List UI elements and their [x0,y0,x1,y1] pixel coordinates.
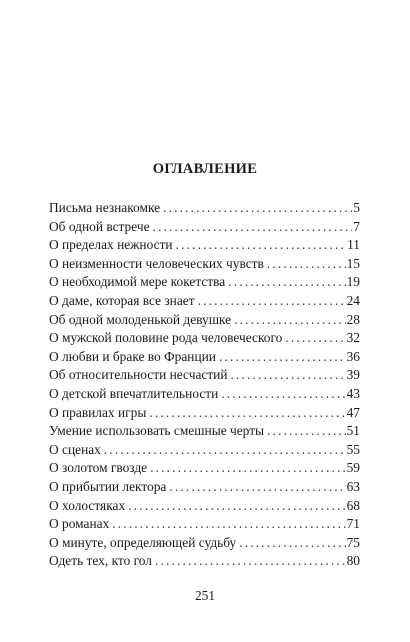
toc-entry [49,385,360,404]
toc-dot-leader [239,534,345,553]
toc-entry [49,366,360,385]
toc-dot-leader [169,478,345,497]
toc-entry-title: О пределах нежности [49,237,173,253]
toc-entry-page: 11 [347,237,360,253]
toc-entry [49,497,360,516]
toc-entry [49,236,360,255]
toc-entry-page: 7 [353,218,360,234]
toc-heading: ОГЛАВЛЕНИЕ [152,161,258,177]
toc-entry-page: 71 [346,516,360,532]
toc-entry-title: О необходимой мере кокетства [49,274,226,290]
table-of-contents [49,199,360,571]
toc-entry-title: О даме, которая все знает [49,292,195,308]
toc-dot-leader [219,348,346,367]
toc-entry-page: 5 [353,200,360,215]
toc-entry-page: 51 [346,423,360,439]
toc-entry-title: О прибытии лектора [49,478,167,494]
toc-dot-leader [128,497,345,516]
toc-entry [49,255,360,274]
toc-entry [49,404,360,423]
toc-entry [49,292,360,311]
page-number: 251 [194,588,216,603]
toc-entry-page: 32 [346,330,360,346]
toc-entry [49,534,360,553]
toc-entry-title: О холостяках [49,497,126,513]
toc-entry [49,273,360,292]
toc-entry [49,478,360,497]
toc-entry-page: 43 [346,385,360,401]
toc-dot-leader [234,311,345,330]
toc-entry-page: 63 [346,478,360,494]
toc-dot-leader [176,236,347,255]
toc-entry [49,218,360,237]
toc-entry [49,348,360,367]
toc-entry-page: 80 [346,553,360,569]
toc-entry-title: О любви и браке во Франции [49,348,216,364]
toc-entry-page: 47 [346,404,360,420]
toc-entry-title: Письма незнакомке [49,200,161,215]
toc-entry [49,515,360,534]
toc-dot-leader [112,515,345,534]
toc-entry-title: Об одной молоденькой девушке [49,311,232,327]
toc-entry-title: Об относительности несчастий [49,367,228,383]
toc-entry-page: 15 [346,255,360,271]
toc-entry [49,311,360,330]
toc-entry-title: Умение использовать смешные черты [49,423,265,439]
toc-entry [49,552,360,571]
toc-entry-title: О романах [49,516,110,532]
toc-entry [49,329,360,348]
toc-entry [49,422,360,441]
toc-entry-title: О правилах игры [49,404,147,420]
toc-dot-leader [267,422,346,441]
toc-dot-leader [149,404,345,423]
toc-entry-page: 19 [346,274,360,290]
toc-entry-title: Об одной встрече [49,218,150,234]
toc-entry-title: Одеть тех, кто гол [49,553,152,569]
toc-entry-page: 28 [346,311,360,327]
toc-dot-leader [104,441,346,460]
toc-dot-leader [153,218,353,237]
toc-entry-title: О неизменности человеческих чувств [49,255,264,271]
toc-entry-title: О мужской половине рода человеческого [49,330,283,346]
toc-entry-title: О детской впечатлительности [49,385,219,401]
toc-dot-leader [155,552,346,571]
toc-entry-title: О сценах [49,441,101,457]
toc-entry [49,441,360,460]
toc-dot-leader [285,329,345,348]
toc-entry-title: О минуте, определяющей судьбу [49,534,237,550]
toc-entry [49,199,360,218]
toc-dot-leader [228,273,345,292]
toc-entry-page: 59 [346,460,360,476]
toc-entry-page: 68 [346,497,360,513]
toc-dot-leader [150,459,346,478]
toc-entry-page: 36 [346,348,360,364]
toc-dot-leader [198,292,346,311]
toc-entry-page: 24 [346,292,360,308]
toc-entry-page: 75 [346,534,360,550]
toc-dot-leader [163,199,352,218]
toc-entry [49,459,360,478]
toc-dot-leader [221,385,345,404]
toc-entry-title: О золотом гвозде [49,460,148,476]
toc-entry-page: 55 [346,441,360,457]
toc-dot-leader [267,255,346,274]
toc-entry-page: 39 [346,367,360,383]
toc-dot-leader [231,366,346,385]
